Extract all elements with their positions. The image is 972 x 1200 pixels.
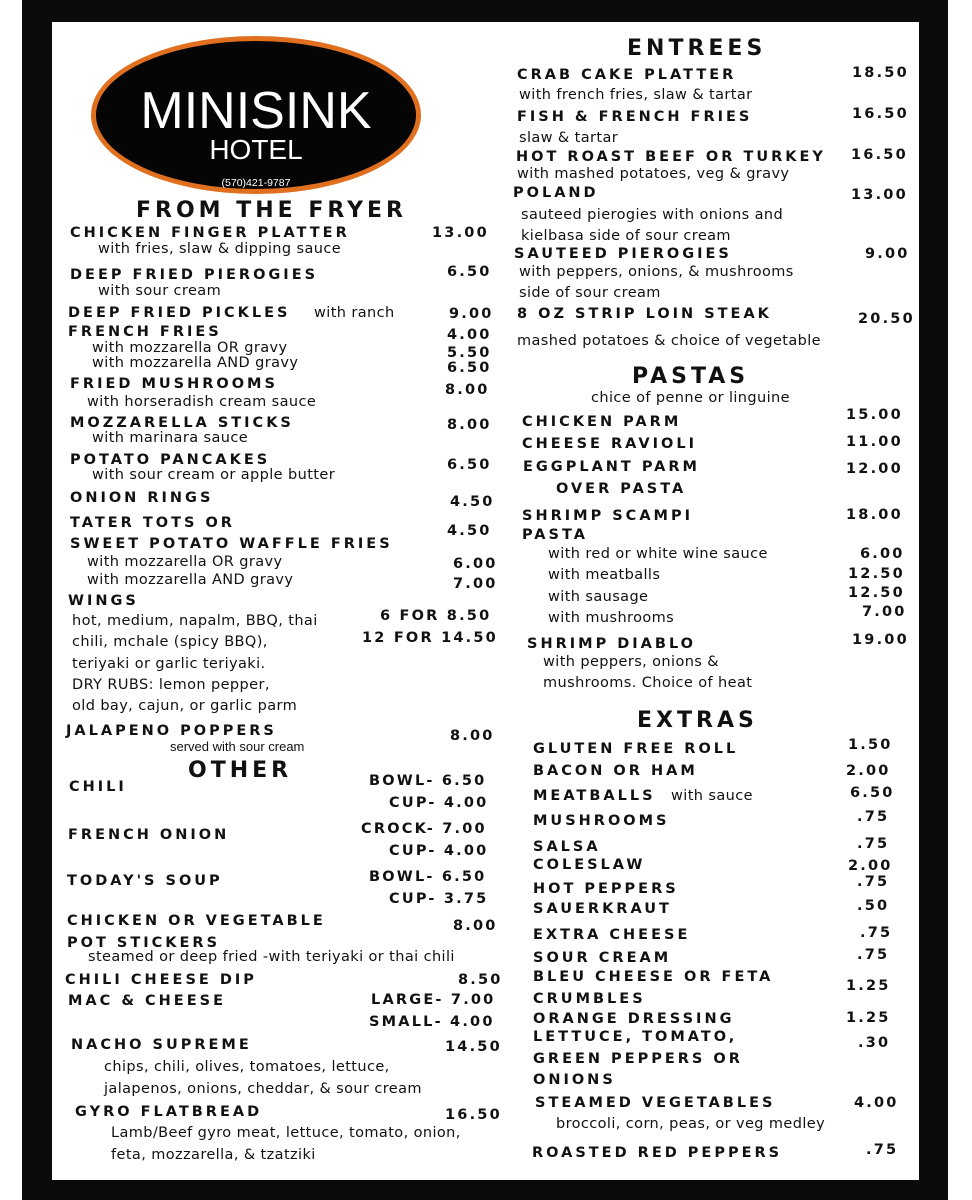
- item-name: GYRO FLATBREAD: [75, 1104, 263, 1120]
- item-name: ONION RINGS: [70, 490, 214, 506]
- item-option: with meatballs: [548, 567, 661, 583]
- item-desc: with horseradish cream sauce: [87, 394, 317, 410]
- item-price: 1.25: [846, 978, 891, 994]
- item-name: CRAB CAKE PLATTER: [517, 67, 737, 83]
- item-name: FISH & FRENCH FRIES: [517, 109, 753, 125]
- item-name: CHICKEN PARM: [522, 414, 682, 430]
- item-price: 16.50: [445, 1107, 502, 1123]
- item-name: CHILI: [69, 779, 127, 795]
- item-desc: broccoli, corn, peas, or veg medley: [556, 1116, 826, 1132]
- item-desc: with mozzarella AND gravy: [87, 572, 294, 588]
- section-title-entrees: ENTREES: [627, 36, 767, 61]
- item-price: 4.00: [447, 327, 492, 343]
- item-name: GLUTEN FREE ROLL: [533, 741, 739, 757]
- item-price: 8.50: [458, 972, 503, 988]
- item-price: 8.00: [445, 382, 490, 398]
- item-price: 13.00: [432, 225, 489, 241]
- item-price: 11.00: [846, 434, 903, 450]
- section-title-pastas: PASTAS: [632, 364, 750, 389]
- item-desc: chips, chili, olives, tomatoes, lettuce,: [104, 1059, 390, 1075]
- item-price: .75: [857, 809, 890, 825]
- item-price: BOWL- 6.50: [369, 869, 487, 885]
- item-name: CHEESE RAVIOLI: [522, 436, 697, 452]
- item-name: MAC & CHEESE: [68, 993, 226, 1009]
- item-price: 16.50: [851, 147, 908, 163]
- item-name: CRUMBLES: [533, 991, 646, 1007]
- item-price: 20.50: [858, 311, 915, 327]
- item-desc: jalapenos, onions, cheddar, & sour cream: [104, 1081, 422, 1097]
- item-option: with red or white wine sauce: [548, 546, 768, 562]
- item-price: 9.00: [449, 306, 494, 322]
- item-price: 8.00: [453, 918, 498, 934]
- item-option: with mushrooms: [548, 610, 675, 626]
- item-desc: chili, mchale (spicy BBQ),: [72, 634, 268, 650]
- item-name: CHICKEN OR VEGETABLE: [67, 913, 326, 929]
- item-name: HOT ROAST BEEF OR TURKEY: [516, 149, 826, 165]
- item-price: 18.00: [846, 507, 903, 523]
- item-desc: with sour cream: [98, 283, 222, 299]
- item-name: MUSHROOMS: [533, 813, 670, 829]
- item-name: SHRIMP DIABLO: [527, 636, 696, 652]
- item-price: 6.50: [447, 264, 492, 280]
- item-price: 9.00: [865, 246, 910, 262]
- item-name: BLEU CHEESE OR FETA: [533, 969, 774, 985]
- item-price: 6.00: [860, 546, 905, 562]
- item-name: TODAY'S SOUP: [67, 873, 223, 889]
- item-name: EXTRA CHEESE: [533, 927, 691, 943]
- item-name: MEATBALLS: [533, 788, 656, 804]
- item-price: .30: [858, 1035, 891, 1051]
- item-name: ORANGE DRESSING: [533, 1011, 735, 1027]
- item-name: TATER TOTS OR: [70, 515, 235, 531]
- item-name: FRENCH FRIES: [68, 324, 222, 340]
- item-desc: with mozzarella OR gravy: [87, 554, 283, 570]
- item-price: CUP- 3.75: [389, 891, 489, 907]
- item-name: 8 OZ STRIP LOIN STEAK: [517, 306, 772, 322]
- item-desc: slaw & tartar: [519, 130, 619, 146]
- item-name: DEEP FRIED PICKLES: [68, 305, 291, 321]
- item-price: 8.00: [447, 417, 492, 433]
- item-name: SHRIMP SCAMPI: [522, 508, 694, 524]
- item-desc: steamed or deep fried -with teriyaki or thai chili: [88, 949, 455, 965]
- item-price: .75: [860, 925, 893, 941]
- item-name: ONIONS: [533, 1072, 616, 1088]
- item-price: .75: [857, 836, 890, 852]
- item-desc: kielbasa side of sour cream: [521, 228, 731, 244]
- item-desc: with mozzarella AND gravy: [92, 355, 299, 371]
- item-name: SAUTEED PIEROGIES: [514, 246, 732, 262]
- item-price: BOWL- 6.50: [369, 773, 487, 789]
- item-price: 1.50: [848, 737, 893, 753]
- item-name: GREEN PEPPERS OR: [533, 1051, 743, 1067]
- item-desc: Lamb/Beef gyro meat, lettuce, tomato, onion,: [111, 1125, 461, 1141]
- item-name: PASTA: [522, 527, 588, 543]
- item-name: DEEP FRIED PIEROGIES: [70, 267, 319, 283]
- item-desc: with french fries, slaw & tartar: [519, 87, 753, 103]
- item-name: POTATO PANCAKES: [70, 452, 271, 468]
- item-price: 5.50: [447, 345, 492, 361]
- item-name: CHILI CHEESE DIP: [65, 972, 257, 988]
- item-desc: side of sour cream: [519, 285, 661, 301]
- item-price: .50: [857, 898, 890, 914]
- item-desc: DRY RUBS: lemon pepper,: [72, 677, 270, 693]
- item-price: 4.50: [447, 523, 492, 539]
- item-name: EGGPLANT PARM: [523, 459, 700, 475]
- item-price: CUP- 4.00: [389, 795, 489, 811]
- item-name: SWEET POTATO WAFFLE FRIES: [70, 536, 393, 552]
- item-price: 13.00: [851, 187, 908, 203]
- item-option: with sausage: [548, 589, 649, 605]
- item-price: 6.00: [453, 556, 498, 572]
- item-name: MOZZARELLA STICKS: [70, 415, 294, 431]
- item-name: FRENCH ONION: [68, 827, 230, 843]
- item-name: CHICKEN FINGER PLATTER: [70, 225, 350, 241]
- item-name: FRIED MUSHROOMS: [70, 376, 278, 392]
- item-note: with sauce: [671, 788, 753, 804]
- item-desc: mashed potatoes & choice of vegetable: [517, 333, 821, 349]
- item-price: 16.50: [852, 106, 909, 122]
- item-name: WINGS: [68, 593, 139, 609]
- item-name: NACHO SUPREME: [71, 1037, 252, 1053]
- section-title-extras: EXTRAS: [637, 708, 758, 733]
- item-desc: feta, mozzarella, & tzatziki: [111, 1147, 316, 1163]
- item-name: SAUERKRAUT: [533, 901, 672, 917]
- item-price: 6.50: [447, 457, 492, 473]
- item-name: HOT PEPPERS: [533, 881, 679, 897]
- hotel-logo: [91, 36, 421, 194]
- item-price: 8.00: [450, 728, 495, 744]
- item-price: CUP- 4.00: [389, 843, 489, 859]
- section-subtitle: chice of penne or linguine: [591, 390, 790, 406]
- item-price: 14.50: [445, 1039, 502, 1055]
- item-desc: with sour cream or apple butter: [92, 467, 336, 483]
- item-price: .75: [866, 1142, 899, 1158]
- item-name: SALSA: [533, 839, 601, 855]
- item-name: ROASTED RED PEPPERS: [532, 1145, 783, 1161]
- item-desc: sauteed pierogies with onions and: [521, 207, 784, 223]
- section-title-fryer: FROM THE FRYER: [136, 198, 407, 223]
- item-name: SOUR CREAM: [533, 950, 672, 966]
- item-price: 6.50: [850, 785, 895, 801]
- item-desc: old bay, cajun, or garlic parm: [72, 698, 298, 714]
- item-name: BACON OR HAM: [533, 763, 698, 779]
- item-price: 6 FOR 8.50: [380, 608, 492, 624]
- item-desc: served with sour cream: [170, 739, 305, 754]
- item-name: STEAMED VEGETABLES: [535, 1095, 776, 1111]
- item-price: 6.50: [447, 360, 492, 376]
- item-price: 15.00: [846, 407, 903, 423]
- item-desc: mushrooms. Choice of heat: [543, 675, 753, 691]
- item-price: 1.25: [846, 1010, 891, 1026]
- item-name: COLESLAW: [533, 857, 646, 873]
- item-price: 7.00: [862, 604, 907, 620]
- item-name: POT STICKERS: [67, 935, 221, 951]
- item-price: SMALL- 4.00: [369, 1014, 495, 1030]
- section-title-other: OTHER: [188, 758, 293, 783]
- item-price: 12.50: [848, 566, 905, 582]
- item-price: .75: [857, 947, 890, 963]
- item-price: 18.50: [852, 65, 909, 81]
- item-name: JALAPENO POPPERS: [66, 723, 277, 739]
- item-price: 7.00: [453, 576, 498, 592]
- item-desc: with mashed potatoes, veg & gravy: [517, 166, 790, 182]
- item-desc: with peppers, onions &: [543, 654, 719, 670]
- item-price: 4.00: [854, 1095, 899, 1111]
- item-note: with ranch: [314, 305, 395, 321]
- item-desc: with marinara sauce: [92, 430, 249, 446]
- item-desc: hot, medium, napalm, BBQ, thai: [72, 613, 318, 629]
- item-desc: with peppers, onions, & mushrooms: [519, 264, 794, 280]
- logo-subtitle: HOTEL: [209, 134, 303, 165]
- item-name: POLAND: [513, 185, 599, 201]
- item-price: 2.00: [846, 763, 891, 779]
- item-desc: teriyaki or garlic teriyaki.: [72, 656, 266, 672]
- item-price: 4.50: [450, 494, 495, 510]
- item-desc: with fries, slaw & dipping sauce: [98, 241, 342, 257]
- item-price: CROCK- 7.00: [361, 821, 487, 837]
- item-desc: with mozzarella OR gravy: [92, 340, 288, 356]
- logo-name: MINISINK: [140, 82, 372, 140]
- item-name: OVER PASTA: [556, 481, 687, 497]
- item-price: 12.50: [848, 585, 905, 601]
- item-name: LETTUCE, TOMATO,: [533, 1029, 738, 1045]
- item-price: 19.00: [852, 632, 909, 648]
- item-price: LARGE- 7.00: [371, 992, 496, 1008]
- item-price: 12.00: [846, 461, 903, 477]
- logo-phone: (570)421-9787: [221, 177, 291, 189]
- item-price: 2.00: [848, 858, 893, 874]
- item-price: 12 FOR 14.50: [362, 630, 498, 646]
- item-price: .75: [857, 874, 890, 890]
